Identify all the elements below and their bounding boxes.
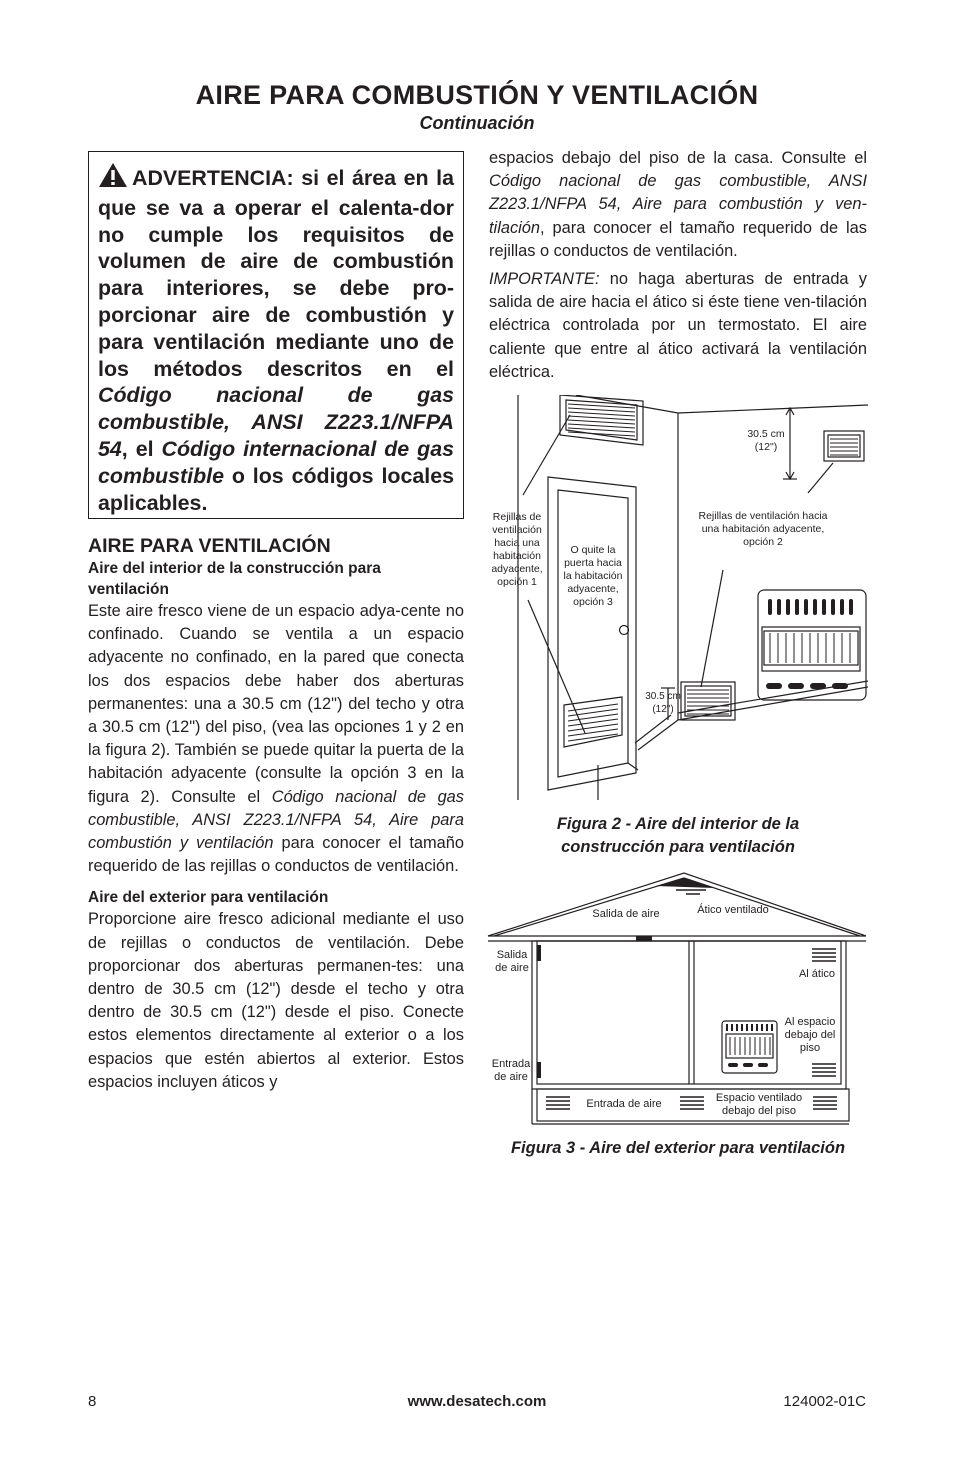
left-column <box>88 534 464 1094</box>
warning-text: ADVERTENCIA: si el área en la que se va a operar el calenta-dor no cumple los requisitos de volumen de aire de combustión para interiores, se debe pro-porcionar aire de combustión y para ventilación mediante uno de los métodos descritos en el Código nacional de gas combustible, ANSI Z223.1/NFPA 54, el Código internacional de gas combustible o los códigos locales aplicables. <box>98 162 454 516</box>
label-option-2: Rejillas de ventilación hacia una habitación adyacente, opción 2 <box>698 510 828 548</box>
paragraph-consult: espacios debajo del piso de la casa. Consulte el Código nacional de gas combustible, ANSI Z223.1/NFPA 54, Aire para combustión y ven-tilación, para conocer el tamaño requerido de las rejillas o conductos de ventilación. <box>489 149 867 260</box>
figure-2-illustration <box>488 395 868 805</box>
dimension-bottom: 30.5 cm (12") <box>645 691 681 715</box>
label-espacio-ventilado: Espacio ventilado debajo del piso <box>715 1092 803 1117</box>
section-heading: AIRE PARA VENTILACIÓN <box>88 535 331 557</box>
paragraph-important: IMPORTANTE: no haga aberturas de entrada y salida de aire hacia el ático si éste tiene ven-tilación eléctrica controlada por un termostato. El aire caliente que entre al ático activará la ventilación eléctrica. <box>489 270 867 381</box>
label-entrada-left: Entrada de aire <box>491 1058 531 1083</box>
right-column <box>489 147 867 384</box>
label-atico: Ático ventilado <box>697 904 769 916</box>
dimension-top: 30.5 cm (12") <box>747 428 785 453</box>
warning-icon <box>98 162 128 195</box>
document-code: 124002-01C <box>783 1393 866 1410</box>
figure-3-illustration <box>486 872 870 1127</box>
page-subtitle: Continuación <box>419 113 535 133</box>
label-salida-top: Salida de aire <box>592 908 660 920</box>
label-entrada-bottom: Entrada de aire <box>586 1098 662 1110</box>
footer-url[interactable]: www.desatech.com <box>407 1393 547 1410</box>
label-salida-left: Salida de aire <box>495 949 529 974</box>
paragraph-exterior: Proporcione aire fresco adicional mediante el uso de rejillas o conductos de ventilación. Debe proporcionar dos aberturas permanen-tes: una dentro de 30.5 cm (12") desde el techo y otra dentro de 30.5 cm (12") desde el piso. Conecte estos elementos directamente al exterior o a los espacios que estén abiertos al exterior. Estos espacios incluyen áticos y <box>88 910 464 1091</box>
page-title: AIRE PARA COMBUSTIÓN Y VENTILACIÓN <box>195 80 759 110</box>
warning-box <box>88 151 464 519</box>
page-number: 8 <box>88 1393 97 1410</box>
subheading-exterior: Aire del exterior para ventilación <box>88 889 329 907</box>
subheading-interior: Aire del interior de la construcción para ventilación <box>88 560 381 598</box>
figure-2-caption: Figura 2 - Aire del interior de la construcción para ventilación <box>556 815 800 856</box>
label-al-atico: Al ático <box>798 968 836 980</box>
label-option-3: O quite la puerta hacia la habitación adyacente, opción 3 <box>563 544 623 608</box>
label-al-espacio: Al espacio debajo del piso <box>784 1016 836 1054</box>
label-option-1: Rejillas de ventilación hacia una habitación adyacente, opción 1 <box>491 511 543 588</box>
paragraph-interior: Este aire fresco viene de un espacio adya-cente no confinado. Cuando se ventila a un espacio adyacente no confinado, en la pared que conecta los dos espacios debe haber dos aberturas permanentes: una a 30.5 cm (12") del techo y otra a 30.5 cm (12") del piso, (vea las opciones 1 y 2 en la figura 2). También se puede quitar la puerta de la habitación adyacente (consulte la opción 3 en la figura 2). Consulte el Código nacional de gas combustible, ANSI Z223.1/NFPA 54, Aire para combustión y ventilación para conocer el tamaño requerido de las rejillas o conductos de ventilación. <box>88 602 464 876</box>
figure-3-caption: Figura 3 - Aire del exterior para ventilación <box>510 1139 846 1157</box>
